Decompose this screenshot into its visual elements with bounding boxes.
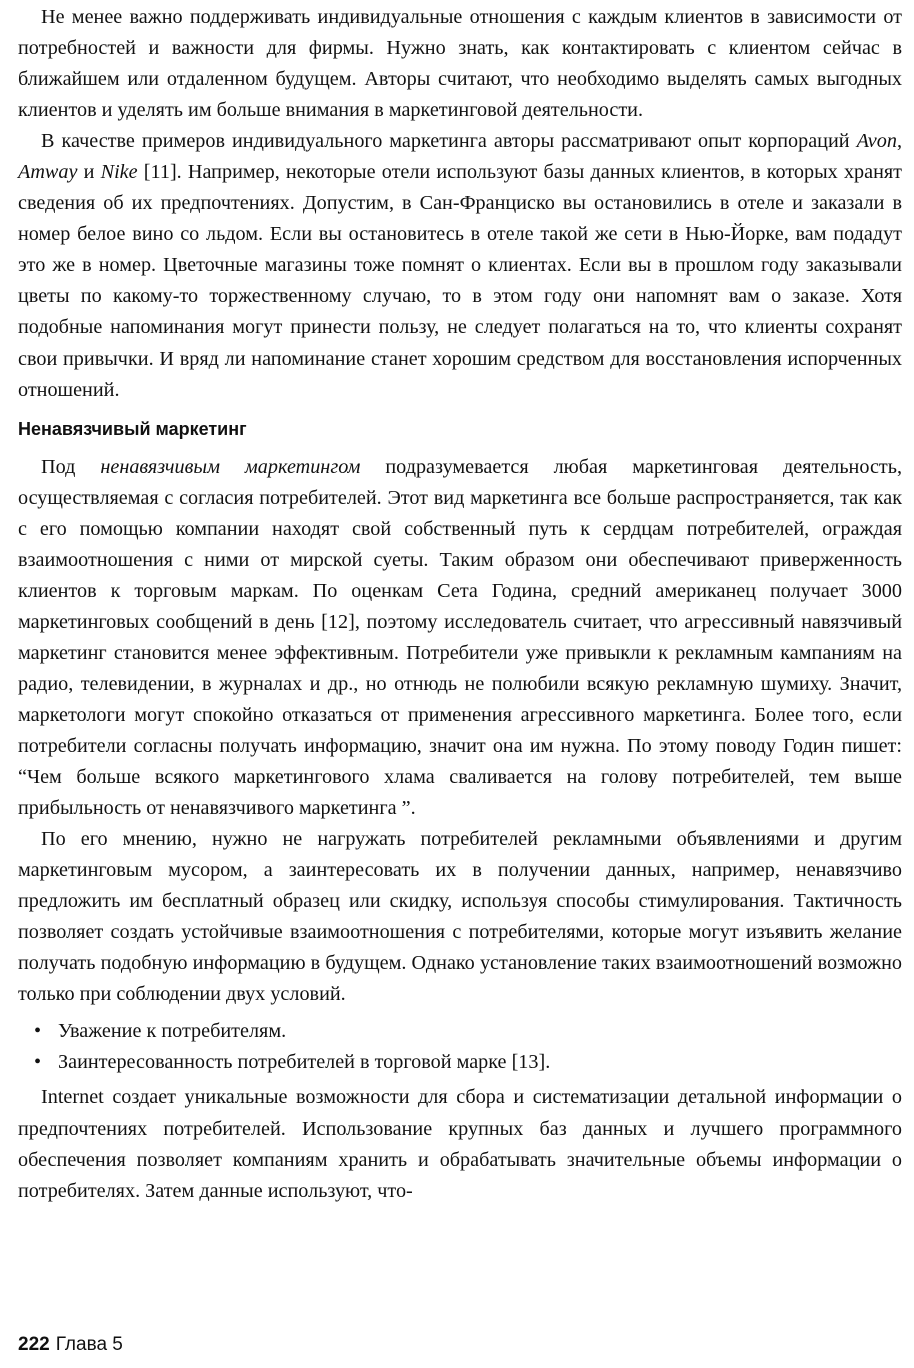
page-footer — [18, 1333, 123, 1357]
paragraph-text: Под — [41, 455, 101, 478]
brand-amway: Amway — [18, 161, 78, 184]
list-item — [18, 1047, 902, 1078]
paragraph-individual-marketing-examples — [18, 126, 902, 405]
chapter-label: Глава 5 — [55, 1334, 123, 1355]
page-body — [18, 2, 902, 1355]
brand-nike: Nike — [100, 161, 138, 184]
paragraph-text: , — [896, 130, 902, 153]
brand-avon: Avon — [856, 130, 897, 153]
list-item-text: Заинтересованность потребителей в торговой марке [13]. — [58, 1051, 551, 1074]
paragraph-text: подразумевается любая маркетинговая деятельность, осуществляемая с согласия потребителей. Этот вид маркетинга все больше распространяется, так как с его помощью компании находят свой собственный путь к сердцам потребителей, ограждая взаимоотношения с ними от мирской суеты. Таким образом они обеспечивают приверженность клиентов к торговым маркам. По оценкам Сета Година, средний американец получает 3000 маркетинговых сообщений в день [12], поэтому исследователь считает, что агрессивный навязчивый маркетинг становится менее эффективным. Потребители уже привыкли к рекламным кампаниям на радио, телевидении, в журналах и др., но отнюдь не полюбили всякую рекламную шумиху. Значит, маркетологи могут спокойно отказаться от применения агрессивного маркетинга. Более того, если потребители согласны получать информацию, значит она им нужна. По этому поводу Годин пишет: “Чем больше всякого маркетингового хлама сваливается на голову потребителей, тем выше прибыльность от ненавязчивого маркетинга ”. — [18, 455, 902, 820]
paragraph-internet-data: Internet создает уникальные возможности для сбора и систематизации детальной информации о предпочтениях потребителей. Использование крупных баз данных и лучшего программного обеспечения позволяет компаниям хранить и обрабатывать значительные объемы информации о потребителях. Затем данные используют, что- — [18, 1086, 902, 1202]
page-number: 222 — [18, 1334, 50, 1355]
list-item-text: Уважение к потребителям. — [58, 1020, 287, 1043]
term-permission-marketing: ненавязчивым маркетингом — [100, 455, 361, 478]
list-item — [18, 1016, 902, 1047]
paragraph-text: [11]. Например, некоторые отели используют базы данных клиентов, в которых хранят сведения об их предпочтениях. Допустим, в Сан-Франциско вы остановились в отеле и заказали в номер белое вино со льдом. Если вы остановитесь в отеле такой же сети в Нью-Йорке, вам подадут это же в номер. Цветочные магазины тоже помнят о клиентах. Если вы в прошлом году заказывали цветы по какому-то торжественному случаю, то в этом году они напомнят вам о заказе. Хотя подобные напоминания могут принести пользу, не следует полагаться на то, что клиенты сохранят свои привычки. И вряд ли напоминание станет хорошим средством для восстановления испорченных отношений. — [18, 161, 902, 401]
bullet-icon: • — [34, 1051, 42, 1074]
conditions-list — [18, 1016, 902, 1078]
paragraph-text: В качестве примеров индивидуального маркетинга авторы рассматривают опыт корпораций — [41, 130, 857, 153]
section-heading: Ненавязчивый маркетинг — [18, 418, 247, 439]
bullet-icon: • — [34, 1020, 42, 1043]
paragraph-text: и — [77, 161, 101, 184]
paragraph-permission-marketing — [18, 452, 902, 825]
paragraph-individual-relations: Не менее важно поддерживать индивидуальные отношения с каждым клиентов в зависимости от потребностей и важности для фирмы. Нужно знать, как контактировать с клиентом сейчас в ближайшем или отдаленном будущем. Авторы считают, что необходимо выделять самых выгодных клиентов и уделять им больше внимания в маркетинговой деятельности. — [18, 6, 902, 122]
paragraph-godin-opinion: По его мнению, нужно не нагружать потребителей рекламными объявлениями и другим маркетинговым мусором, а заинтересовать их в получении данных, например, ненавязчиво предложить им бесплатный образец или скидку, используя способы стимулирования. Тактичность позволяет создать устойчивые взаимоотношения с потребителями, которые могут изъявить желание получать подобную информацию в будущем. Однако установление таких взаимоотношений возможно только при соблюдении двух условий. — [18, 828, 902, 1006]
